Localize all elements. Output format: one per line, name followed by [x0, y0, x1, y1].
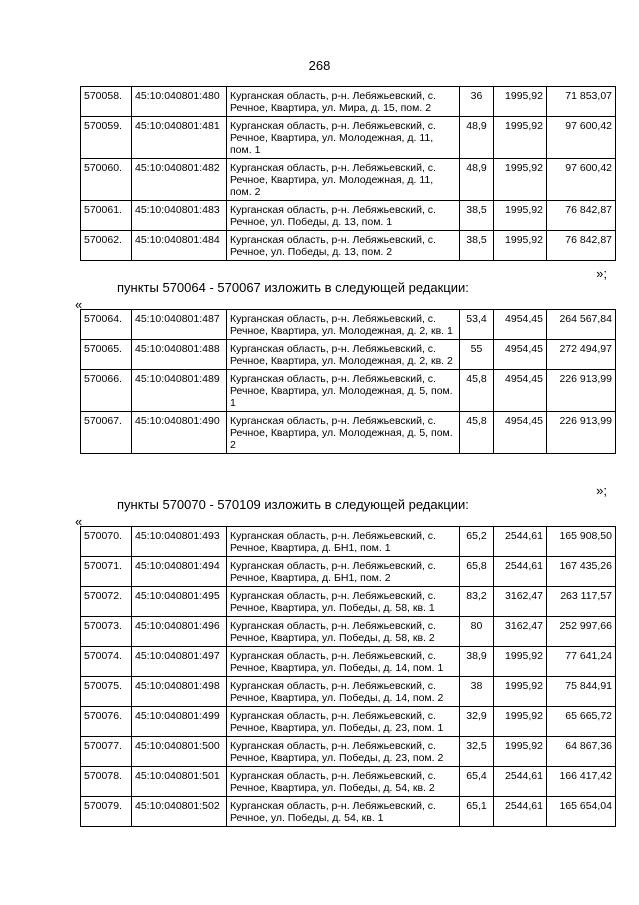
item-number-cell: 570077. — [81, 737, 132, 767]
item-number-cell: 570071. — [81, 557, 132, 587]
table-row — [81, 647, 616, 677]
address-cell: Курганская область, р-н. Лебяжьевский, с. Речное, Квартира, ул. Молодежная, д. 2, кв. 2 — [227, 340, 460, 370]
item-number-cell: 570072. — [81, 587, 132, 617]
item-number-cell: 570079. — [81, 797, 132, 827]
cadastral-value-cell: 226 913,99 — [547, 370, 616, 412]
area-cell: 45,8 — [460, 370, 494, 412]
address-cell: Курганская область, р-н. Лебяжьевский, с. Речное, Квартира, ул. Победы, д. 14, пом. 2 — [227, 677, 460, 707]
unit-price-cell: 3162,47 — [494, 617, 547, 647]
item-number-cell: 570067. — [81, 412, 132, 454]
cadastral-value-cell: 272 494,97 — [547, 340, 616, 370]
area-cell: 38,9 — [460, 647, 494, 677]
cadastral-value-cell: 77 641,24 — [547, 647, 616, 677]
table-row — [81, 201, 616, 231]
cadastral-number-cell: 45:10:040801:494 — [132, 557, 227, 587]
cadastral-value-cell: 263 117,57 — [547, 587, 616, 617]
table-row — [81, 340, 616, 370]
unit-price-cell: 1995,92 — [494, 677, 547, 707]
address-cell: Курганская область, р-н. Лебяжьевский, с. Речное, ул. Победы, д. 54, кв. 1 — [227, 797, 460, 827]
item-number-cell: 570062. — [81, 231, 132, 261]
property-table-1 — [80, 86, 616, 261]
address-cell: Курганская область, р-н. Лебяжьевский, с. Речное, Квартира, ул. Победы, д. 14, пом. 1 — [227, 647, 460, 677]
unit-price-cell: 2544,61 — [494, 557, 547, 587]
unit-price-cell: 1995,92 — [494, 201, 547, 231]
item-number-cell: 570070. — [81, 527, 132, 557]
table-row — [81, 617, 616, 647]
table-row — [81, 767, 616, 797]
unit-price-cell: 1995,92 — [494, 117, 547, 159]
cadastral-number-cell: 45:10:040801:484 — [132, 231, 227, 261]
unit-price-cell: 1995,92 — [494, 737, 547, 767]
address-cell: Курганская область, р-н. Лебяжьевский, с. Речное, Квартира, ул. Победы, д. 58, кв. 1 — [227, 587, 460, 617]
unit-price-cell: 1995,92 — [494, 647, 547, 677]
unit-price-cell: 2544,61 — [494, 797, 547, 827]
address-cell: Курганская область, р-н. Лебяжьевский, с. Речное, Квартира, ул. Молодежная, д. 11, пом. 2 — [227, 159, 460, 201]
cadastral-number-cell: 45:10:040801:500 — [132, 737, 227, 767]
area-cell: 48,9 — [460, 159, 494, 201]
table-row — [81, 117, 616, 159]
cadastral-number-cell: 45:10:040801:493 — [132, 527, 227, 557]
cadastral-value-cell: 252 997,66 — [547, 617, 616, 647]
item-number-cell: 570058. — [81, 87, 132, 117]
area-cell: 32,5 — [460, 737, 494, 767]
unit-price-cell: 1995,92 — [494, 231, 547, 261]
table-row — [81, 231, 616, 261]
table-row — [81, 737, 616, 767]
table-row — [81, 587, 616, 617]
cadastral-value-cell: 167 435,26 — [547, 557, 616, 587]
unit-price-cell: 1995,92 — [494, 159, 547, 201]
unit-price-cell: 3162,47 — [494, 587, 547, 617]
unit-price-cell: 1995,92 — [494, 707, 547, 737]
property-table-3 — [80, 526, 616, 827]
item-number-cell: 570078. — [81, 767, 132, 797]
table-row — [81, 412, 616, 454]
unit-price-cell: 4954,45 — [494, 412, 547, 454]
table-row — [81, 557, 616, 587]
area-cell: 53,4 — [460, 310, 494, 340]
area-cell: 83,2 — [460, 587, 494, 617]
area-cell: 65,1 — [460, 797, 494, 827]
cadastral-number-cell: 45:10:040801:482 — [132, 159, 227, 201]
unit-price-cell: 1995,92 — [494, 87, 547, 117]
item-number-cell: 570074. — [81, 647, 132, 677]
cadastral-number-cell: 45:10:040801:480 — [132, 87, 227, 117]
table-row — [81, 310, 616, 340]
page-number: 268 — [308, 58, 331, 73]
address-cell: Курганская область, р-н. Лебяжьевский, с. Речное, Квартира, ул. Мира, д. 15, пом. 2 — [227, 87, 460, 117]
area-cell: 55 — [460, 340, 494, 370]
cadastral-value-cell: 64 867,36 — [547, 737, 616, 767]
address-cell: Курганская область, р-н. Лебяжьевский, с. Речное, Квартира, д. БН1, пом. 2 — [227, 557, 460, 587]
address-cell: Курганская область, р-н. Лебяжьевский, с. Речное, Квартира, ул. Победы, д. 23, пом. 2 — [227, 737, 460, 767]
address-cell: Курганская область, р-н. Лебяжьевский, с. Речное, Квартира, ул. Молодежная, д. 11, пом. 1 — [227, 117, 460, 159]
address-cell: Курганская область, р-н. Лебяжьевский, с. Речное, Квартира, ул. Молодежная, д. 2, кв. 1 — [227, 310, 460, 340]
item-number-cell: 570073. — [81, 617, 132, 647]
unit-price-cell: 2544,61 — [494, 767, 547, 797]
closing-quote-2: »; — [596, 483, 607, 498]
cadastral-number-cell: 45:10:040801:489 — [132, 370, 227, 412]
opening-quote-2: « — [75, 514, 83, 529]
item-number-cell: 570061. — [81, 201, 132, 231]
table-row — [81, 87, 616, 117]
area-cell: 36 — [460, 87, 494, 117]
unit-price-cell: 2544,61 — [494, 527, 547, 557]
cadastral-value-cell: 75 844,91 — [547, 677, 616, 707]
cadastral-number-cell: 45:10:040801:496 — [132, 617, 227, 647]
cadastral-number-cell: 45:10:040801:481 — [132, 117, 227, 159]
address-cell: Курганская область, р-н. Лебяжьевский, с. Речное, Квартира, ул. Молодежная, д. 5, пом. 2 — [227, 412, 460, 454]
cadastral-value-cell: 165 654,04 — [547, 797, 616, 827]
cadastral-number-cell: 45:10:040801:490 — [132, 412, 227, 454]
address-cell: Курганская область, р-н. Лебяжьевский, с. Речное, Квартира, ул. Победы, д. 54, кв. 2 — [227, 767, 460, 797]
unit-price-cell: 4954,45 — [494, 370, 547, 412]
closing-quote-1: »; — [596, 266, 607, 281]
address-cell: Курганская область, р-н. Лебяжьевский, с. Речное, ул. Победы, д. 13, пом. 1 — [227, 201, 460, 231]
cadastral-value-cell: 71 853,07 — [547, 87, 616, 117]
cadastral-number-cell: 45:10:040801:499 — [132, 707, 227, 737]
opening-quote-1: « — [75, 297, 83, 312]
amendment-instruction-1: пункты 570064 - 570067 изложить в следующей редакции: — [117, 280, 469, 295]
cadastral-value-cell: 76 842,87 — [547, 201, 616, 231]
cadastral-value-cell: 165 908,50 — [547, 527, 616, 557]
area-cell: 65,8 — [460, 557, 494, 587]
area-cell: 32,9 — [460, 707, 494, 737]
area-cell: 80 — [460, 617, 494, 647]
table-row — [81, 677, 616, 707]
property-table-2 — [80, 309, 616, 454]
cadastral-value-cell: 264 567,84 — [547, 310, 616, 340]
address-cell: Курганская область, р-н. Лебяжьевский, с. Речное, Квартира, ул. Молодежная, д. 5, пом. 1 — [227, 370, 460, 412]
area-cell: 48,9 — [460, 117, 494, 159]
cadastral-value-cell: 65 665,72 — [547, 707, 616, 737]
item-number-cell: 570064. — [81, 310, 132, 340]
area-cell: 38,5 — [460, 231, 494, 261]
item-number-cell: 570065. — [81, 340, 132, 370]
unit-price-cell: 4954,45 — [494, 340, 547, 370]
item-number-cell: 570076. — [81, 707, 132, 737]
unit-price-cell: 4954,45 — [494, 310, 547, 340]
cadastral-value-cell: 97 600,42 — [547, 159, 616, 201]
table-row — [81, 370, 616, 412]
cadastral-number-cell: 45:10:040801:497 — [132, 647, 227, 677]
address-cell: Курганская область, р-н. Лебяжьевский, с. Речное, Квартира, ул. Победы, д. 58, кв. 2 — [227, 617, 460, 647]
table-row — [81, 707, 616, 737]
cadastral-number-cell: 45:10:040801:487 — [132, 310, 227, 340]
item-number-cell: 570060. — [81, 159, 132, 201]
area-cell: 45,8 — [460, 412, 494, 454]
cadastral-number-cell: 45:10:040801:488 — [132, 340, 227, 370]
address-cell: Курганская область, р-н. Лебяжьевский, с. Речное, ул. Победы, д. 13, пом. 2 — [227, 231, 460, 261]
cadastral-value-cell: 97 600,42 — [547, 117, 616, 159]
address-cell: Курганская область, р-н. Лебяжьевский, с. Речное, Квартира, ул. Победы, д. 23, пом. 1 — [227, 707, 460, 737]
cadastral-number-cell: 45:10:040801:502 — [132, 797, 227, 827]
cadastral-number-cell: 45:10:040801:483 — [132, 201, 227, 231]
item-number-cell: 570075. — [81, 677, 132, 707]
item-number-cell: 570066. — [81, 370, 132, 412]
cadastral-number-cell: 45:10:040801:495 — [132, 587, 227, 617]
area-cell: 38,5 — [460, 201, 494, 231]
area-cell: 65,2 — [460, 527, 494, 557]
table-row — [81, 527, 616, 557]
cadastral-value-cell: 226 913,99 — [547, 412, 616, 454]
amendment-instruction-2: пункты 570070 - 570109 изложить в следующей редакции: — [117, 497, 469, 512]
area-cell: 65,4 — [460, 767, 494, 797]
item-number-cell: 570059. — [81, 117, 132, 159]
area-cell: 38 — [460, 677, 494, 707]
cadastral-number-cell: 45:10:040801:498 — [132, 677, 227, 707]
table-row — [81, 159, 616, 201]
address-cell: Курганская область, р-н. Лебяжьевский, с. Речное, Квартира, д. БН1, пом. 1 — [227, 527, 460, 557]
cadastral-value-cell: 76 842,87 — [547, 231, 616, 261]
cadastral-value-cell: 166 417,42 — [547, 767, 616, 797]
table-row — [81, 797, 616, 827]
cadastral-number-cell: 45:10:040801:501 — [132, 767, 227, 797]
